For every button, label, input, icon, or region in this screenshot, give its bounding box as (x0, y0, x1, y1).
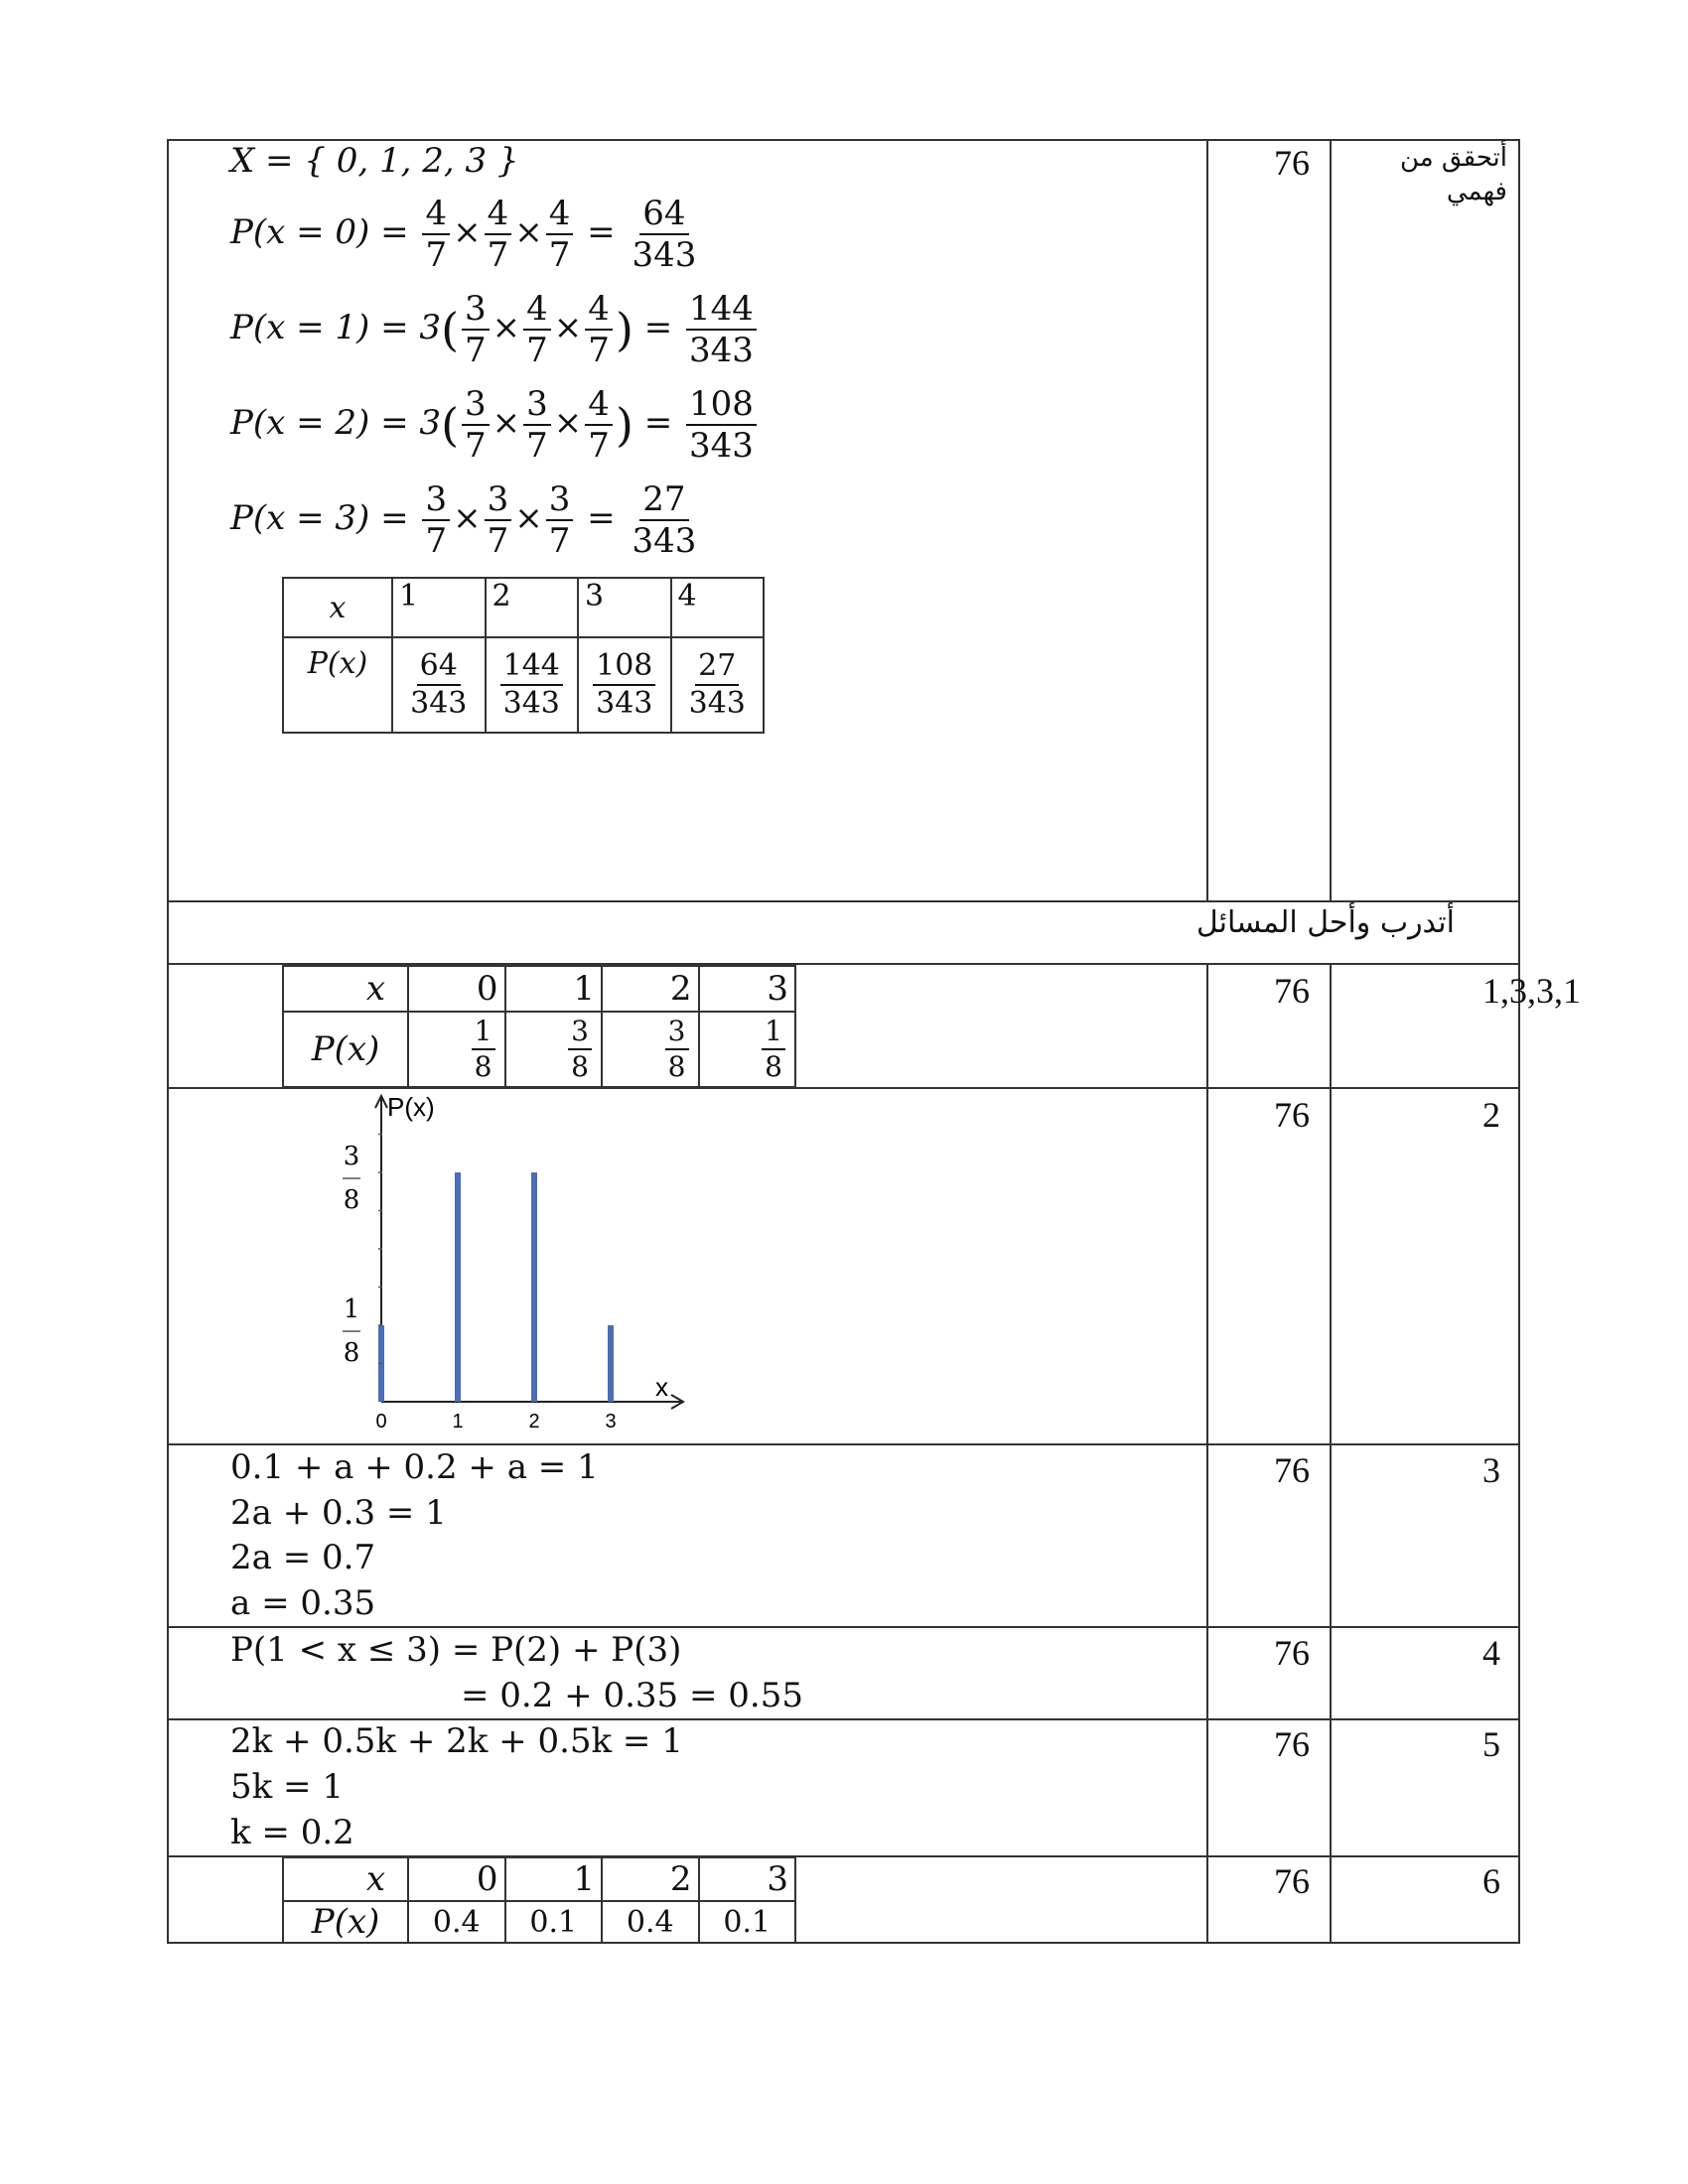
eq0-result: $\frac{64}{343}$ (632, 194, 697, 275)
grid-row-6 (167, 1718, 1520, 1720)
x-tick-label: 3 (605, 1411, 617, 1433)
table-cell: $\frac{27}{343}$ (671, 637, 765, 733)
table-cell: 2 (602, 1857, 699, 1901)
eq2-frac-b: $\frac{3}{7}$ (523, 387, 551, 463)
q4-line-2: = 0.2 + 0.35 = 0.55 (461, 1676, 803, 1715)
grid-col-divider-1b (1206, 963, 1208, 1944)
table-row (283, 637, 764, 733)
table-row (283, 966, 795, 1012)
eq3-frac-b: $\frac{3}{7}$ (485, 482, 512, 558)
table-row (283, 578, 764, 637)
y-tick-label (343, 1295, 360, 1368)
table-cell: 4 (671, 578, 765, 637)
section1-distribution-table (282, 577, 765, 734)
eq3-frac-a: $\frac{3}{7}$ (422, 482, 450, 558)
q6-page: 76 (1274, 1861, 1310, 1901)
x-tick-label: 1 (452, 1411, 464, 1433)
q6-distribution-table (282, 1856, 796, 1944)
set-line: X = { 0, 1, 2, 3 } (230, 141, 519, 181)
q6-number: 6 (1482, 1861, 1500, 1901)
table-cell: 0 (408, 1857, 505, 1901)
table-cell: 3 (699, 966, 796, 1012)
svg-text:8: 8 (343, 1338, 360, 1368)
svg-text:8: 8 (343, 1185, 360, 1215)
eq0-frac-c: $\frac{4}{7}$ (546, 197, 574, 272)
table-p-label: P(x) (283, 1901, 408, 1943)
q5-line-3: k = 0.2 (230, 1813, 354, 1852)
table-row (283, 1901, 795, 1943)
q5-page: 76 (1274, 1724, 1310, 1764)
q2-page: 76 (1274, 1095, 1310, 1135)
table-cell: 2 (602, 966, 699, 1012)
eq2-frac-c: $\frac{4}{7}$ (585, 387, 613, 463)
grid-left-border (167, 139, 169, 1944)
eq2-result: $\frac{108}{343}$ (686, 387, 757, 463)
table-x-label: x (283, 966, 408, 1012)
eq3-result: $\frac{27}{343}$ (632, 479, 697, 561)
y-ticks-group (343, 1135, 382, 1369)
eq1-frac-a: $\frac{3}{7}$ (462, 292, 490, 367)
eq3-lhs: P(x = 3) = (230, 498, 409, 538)
equation-p3: P(x = 3) = $\frac{3}{7}$ × $\frac{3}{7}$ × $\frac{3}{7}$ = $\frac{27}{343}$ (230, 482, 702, 558)
svg-text:1: 1 (343, 1295, 360, 1324)
eq3-frac-c: $\frac{3}{7}$ (546, 482, 574, 558)
equation-p2: P(x = 2) = 3( $\frac{3}{7}$ × $\frac{3}{7}$ × $\frac{4}{7}$ ) = $\frac{108}{343}$ (230, 387, 760, 463)
y-tick-label (343, 1142, 360, 1215)
pmf-bar-chart (318, 1092, 735, 1439)
grid-col-divider-2 (1330, 139, 1332, 900)
table-x-label: x (283, 578, 392, 637)
q3-page: 76 (1274, 1450, 1310, 1490)
table-x-label: x (283, 1857, 408, 1901)
table-cell: 0.4 (602, 1901, 699, 1943)
table-cell: 1 (392, 578, 486, 637)
eq2-frac-a: $\frac{3}{7}$ (462, 387, 490, 463)
q5-line-2: 5k = 1 (230, 1767, 344, 1807)
table-cell: 0.1 (699, 1901, 796, 1943)
q3-number: 3 (1482, 1450, 1500, 1490)
q3-line-2: 2a + 0.3 = 1 (230, 1493, 447, 1533)
table-cell: $\frac{1}{8}$ (408, 1012, 505, 1087)
q3-line-4: a = 0.35 (230, 1583, 376, 1623)
table-cell: 0.1 (505, 1901, 603, 1943)
bar-x-2 (531, 1172, 537, 1402)
section1-label: أتحقق من فهمي (1399, 143, 1507, 206)
grid-right-border (1518, 139, 1520, 1944)
grid-row-5 (167, 1626, 1520, 1628)
svg-text:3: 3 (343, 1142, 360, 1171)
bar-x-3 (608, 1325, 614, 1402)
table-cell: 3 (699, 1857, 796, 1901)
q1-number: 1,3,3,1 (1482, 971, 1581, 1011)
table-cell: $\frac{3}{8}$ (505, 1012, 603, 1087)
x-axis-label: x (655, 1372, 668, 1402)
equation-p1: P(x = 1) = 3( $\frac{3}{7}$ × $\frac{4}{7}$ × $\frac{4}{7}$ ) = $\frac{144}{343}$ (230, 292, 760, 367)
table-cell: $\frac{1}{8}$ (699, 1012, 796, 1087)
table-cell: 1 (505, 966, 603, 1012)
table-p-label: P(x) (283, 1012, 408, 1087)
table-cell: $\frac{144}{343}$ (486, 637, 579, 733)
table-row (283, 1857, 795, 1901)
table-cell: $\frac{108}{343}$ (578, 637, 671, 733)
eq1-frac-c: $\frac{4}{7}$ (585, 292, 613, 367)
x-ticks-group (375, 1411, 616, 1433)
eq0-lhs: P(x = 0) = (230, 212, 409, 252)
q4-line-1: P(1 < x ≤ 3) = P(2) + P(3) (230, 1630, 682, 1670)
table-row (283, 1012, 795, 1087)
grid-row-4 (167, 1443, 1520, 1445)
q1-page: 76 (1274, 971, 1310, 1011)
q3-line-1: 0.1 + a + 0.2 + a = 1 (230, 1447, 599, 1487)
q4-page: 76 (1274, 1633, 1310, 1673)
q5-line-1: 2k + 0.5k + 2k + 0.5k = 1 (230, 1721, 683, 1761)
x-tick-label: 0 (375, 1411, 387, 1433)
table-cell: 3 (578, 578, 671, 637)
table-cell: 1 (505, 1857, 603, 1901)
grid-col-divider-2b (1330, 963, 1332, 1944)
table-cell: $\frac{64}{343}$ (392, 637, 486, 733)
table-p-label: P(x) (283, 637, 392, 733)
eq0-frac-b: $\frac{4}{7}$ (485, 197, 512, 272)
bars-group (378, 1172, 614, 1402)
bar-x-1 (455, 1172, 461, 1402)
table-cell: $\frac{3}{8}$ (602, 1012, 699, 1087)
eq0-frac-a: $\frac{4}{7}$ (422, 197, 450, 272)
q5-number: 5 (1482, 1724, 1500, 1764)
eq1-lhs: P(x = 1) = 3 (230, 308, 442, 347)
grid-col-divider-1 (1206, 139, 1208, 900)
table-cell: 0 (408, 966, 505, 1012)
table-cell: 2 (486, 578, 579, 637)
table-cell: 0.4 (408, 1901, 505, 1943)
q1-distribution-table (282, 965, 796, 1088)
equation-p0: P(x = 0) = $\frac{4}{7}$ × $\frac{4}{7}$ × $\frac{4}{7}$ = $\frac{64}{343}$ (230, 197, 702, 272)
grid-row-1 (167, 900, 1520, 902)
q4-number: 4 (1482, 1633, 1500, 1673)
section1-page: 76 (1274, 143, 1310, 183)
x-tick-label: 2 (528, 1411, 540, 1433)
y-axis-label: P(x) (387, 1092, 435, 1122)
q3-line-3: 2a = 0.7 (230, 1538, 376, 1577)
practice-section-header: أتدرب وأحل المسائل (1196, 905, 1455, 940)
eq1-result: $\frac{144}{343}$ (686, 292, 757, 367)
eq2-lhs: P(x = 2) = 3 (230, 403, 442, 443)
eq1-frac-b: $\frac{4}{7}$ (523, 292, 551, 367)
q2-number: 2 (1482, 1095, 1500, 1135)
